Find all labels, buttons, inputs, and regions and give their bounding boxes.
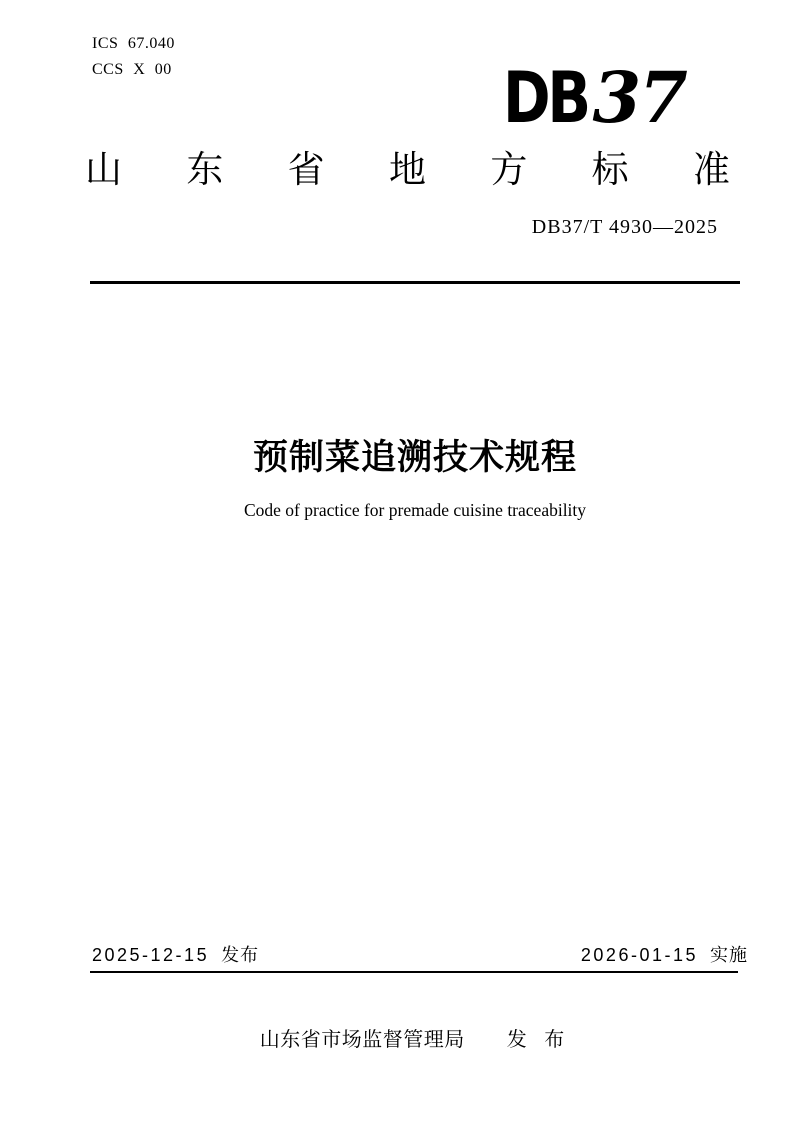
implementation-date-group: [581, 941, 748, 967]
footer-rule: [90, 971, 738, 973]
title-english: Code of practice for premade cuisine traceability: [243, 500, 587, 520]
implementation-label: 实施: [710, 945, 748, 965]
standard-name-line: [85, 150, 730, 190]
dates-row: [92, 941, 748, 967]
standard-name-char: 标: [591, 149, 629, 190]
standard-name-char: 准: [692, 149, 730, 190]
ccs-code: CCS X 00: [92, 61, 172, 78]
publisher-name: 山东省市场监督管理局: [259, 1029, 465, 1051]
logo-region-number: 37: [592, 56, 686, 139]
implementation-date: 2026-01-15: [580, 945, 698, 965]
standard-name-char: 地: [388, 149, 426, 190]
issue-label: 发布: [221, 945, 260, 965]
document-number: DB37/T 4930—2025: [531, 216, 718, 238]
title-chinese: 预制菜追溯技术规程: [252, 438, 577, 477]
header-rule: [90, 281, 740, 284]
standard-name-char: 东: [186, 149, 224, 190]
standard-name-char: 方: [490, 149, 528, 190]
classification-codes: [92, 31, 175, 83]
publisher-row: [90, 1023, 740, 1052]
logo-db-text: DB: [503, 57, 588, 139]
standard-name-char: 山: [85, 149, 122, 190]
ics-code: ICS 67.040: [92, 35, 175, 52]
issue-date: 2025-12-15: [92, 945, 210, 965]
publish-action-label: 发 布: [506, 1029, 571, 1051]
db37-logo: [503, 56, 686, 139]
standard-name-char: 省: [287, 149, 325, 190]
issue-date-group: [92, 941, 259, 967]
